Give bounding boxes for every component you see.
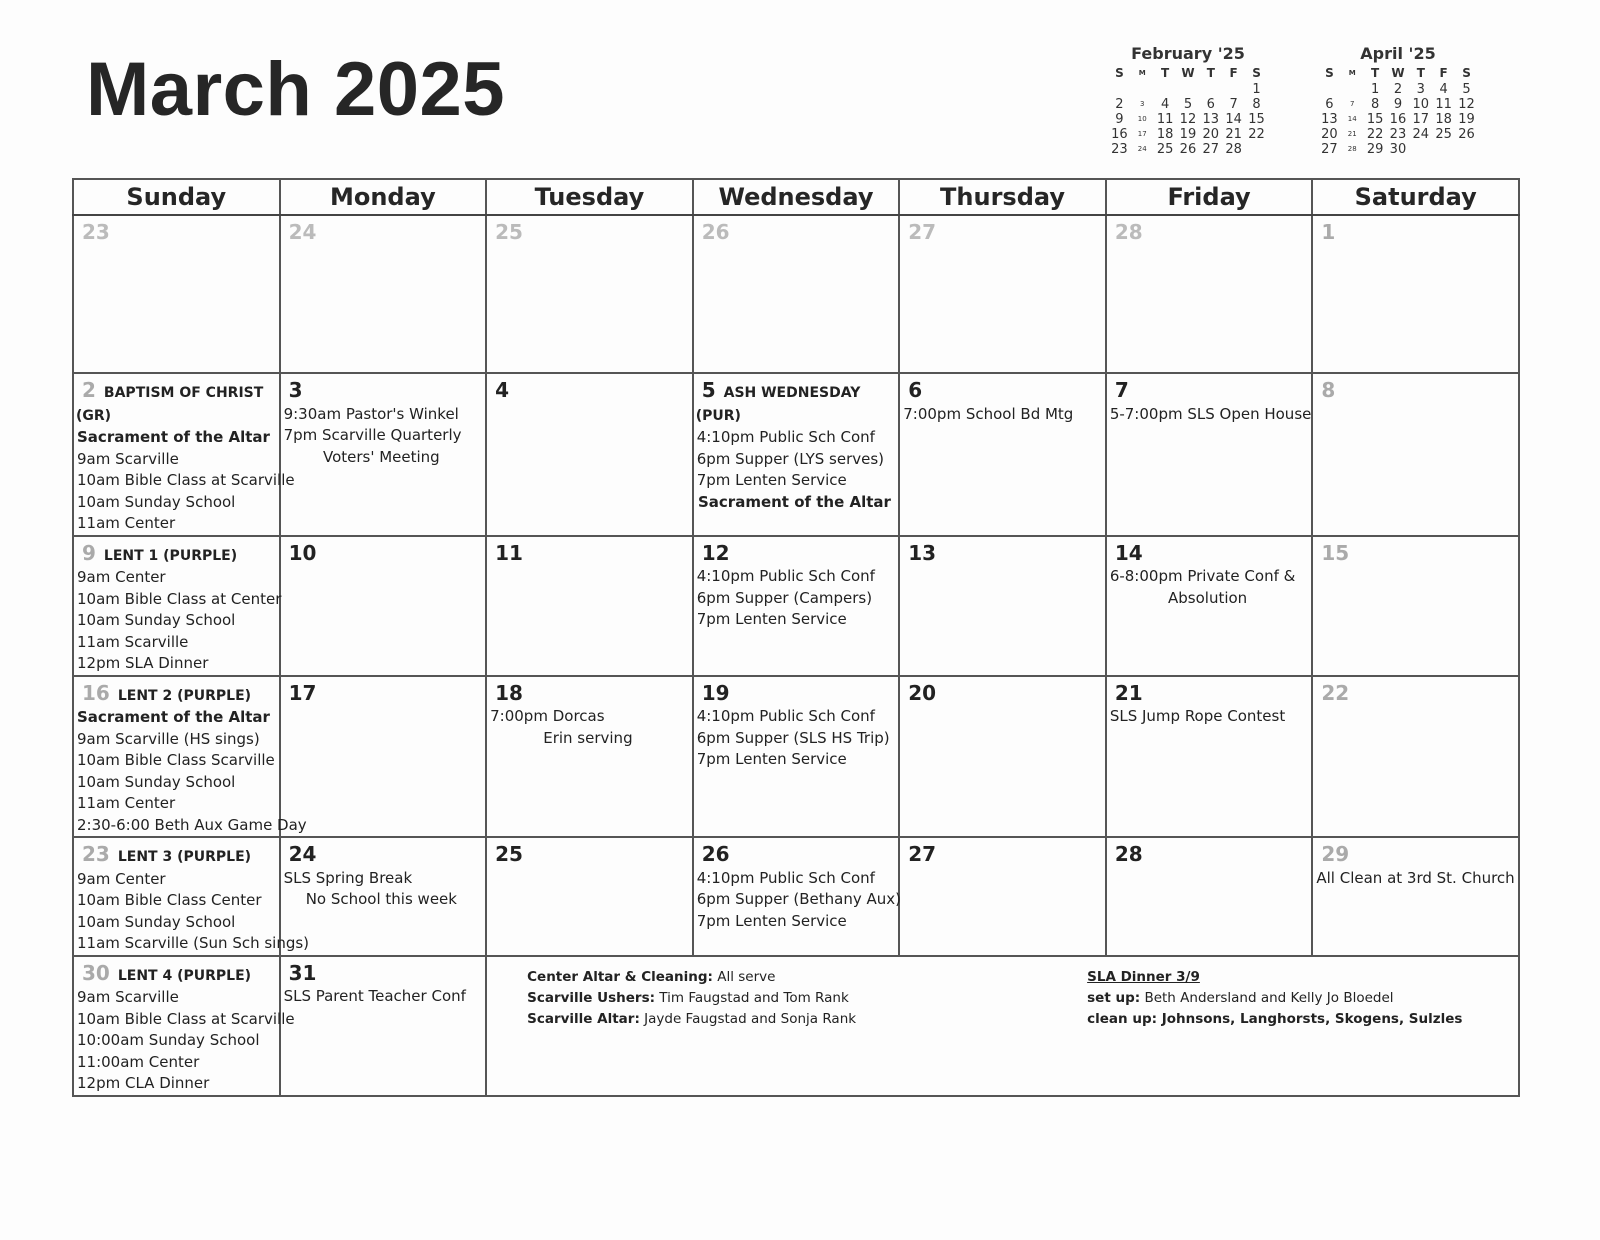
mini-calendar-day: 2 — [1115, 97, 1124, 112]
calendar-week-row — [73, 373, 1519, 536]
mini-calendar-february — [1108, 44, 1268, 157]
mini-calendar-day: 21 — [1347, 130, 1357, 138]
notes-left — [527, 967, 1087, 1030]
calendar-week-row — [73, 676, 1519, 838]
event-item: 11:00am Center — [77, 1052, 200, 1071]
event-item: SLS Spring Break — [283, 868, 413, 887]
mini-calendar-day — [1432, 142, 1455, 157]
mini-calendar-table — [1108, 66, 1268, 157]
mini-calendar-day: 9 — [1115, 112, 1124, 127]
mini-calendar-day: 4 — [1160, 97, 1170, 112]
note-line — [1087, 988, 1462, 1009]
day-number: 27 — [908, 842, 937, 866]
day-cell — [486, 373, 693, 536]
event-item: 11am Center — [77, 514, 176, 532]
mini-calendar-day: 29 — [1366, 142, 1384, 157]
event-item: 7:00pm Dorcas — [490, 707, 605, 725]
mini-calendar-day — [1409, 142, 1432, 157]
mini-calendar-day: 24 — [1412, 127, 1430, 142]
mini-calendar-day: 13 — [1202, 112, 1220, 127]
mini-calendar-day: 20 — [1202, 127, 1220, 142]
day-number: 1 — [1321, 220, 1336, 244]
day-number: 24 — [288, 220, 317, 244]
mini-calendar-day: 27 — [1202, 142, 1220, 157]
day-cell — [1312, 215, 1519, 373]
note-line — [527, 1009, 1087, 1030]
day-number: 18 — [495, 680, 523, 705]
mini-calendar-day: 7 — [1350, 100, 1355, 108]
mini-calendar-day: 17 — [1137, 130, 1147, 138]
day-number: 31 — [288, 960, 317, 985]
mini-calendar-day — [1318, 82, 1341, 97]
mini-calendar-day: 11 — [1156, 112, 1174, 127]
day-number: 11 — [495, 540, 523, 565]
event-item: 9am Center — [77, 869, 166, 888]
event-item: 7pm Scarville Quarterly — [283, 426, 462, 444]
day-cell — [73, 215, 280, 373]
mini-calendar-day: 7 — [1229, 97, 1238, 112]
mini-calendar-title: April '25 — [1360, 44, 1436, 63]
mini-calendar-day: 21 — [1225, 127, 1242, 142]
event-item: All Clean at 3rd St. Church — [1316, 868, 1515, 887]
event-item: 9am Scarville (HS sings) — [77, 729, 260, 748]
mini-calendar-day — [1455, 142, 1478, 157]
day-cell — [280, 676, 487, 838]
event-item: 6pm Supper (LYS serves) — [696, 449, 885, 468]
weekday-header-tuesday: Tuesday — [486, 179, 693, 215]
mini-calendar-day: 25 — [1156, 142, 1174, 157]
day-cell — [280, 837, 487, 956]
event-item: 7:00pm School Bd Mtg — [903, 404, 1074, 423]
day-number: 23 — [82, 842, 110, 866]
mini-calendar-day — [1177, 82, 1200, 97]
event-item: 10am Sunday School — [77, 772, 236, 791]
day-cell — [693, 676, 900, 838]
day-cell — [280, 956, 487, 1096]
day-number: 29 — [1321, 842, 1350, 866]
mini-calendar-weekday: S — [1252, 66, 1261, 80]
day-cell — [280, 215, 487, 373]
day-cell — [280, 536, 487, 676]
day-number: 5 — [701, 378, 716, 402]
day-cell — [693, 837, 900, 956]
liturgical-day-label: LENT 1 (PURPLE) — [103, 547, 238, 564]
weekday-header-wednesday: Wednesday — [693, 179, 900, 215]
mini-calendar-day: 28 — [1225, 142, 1242, 157]
mini-calendar-weekday: T — [1416, 66, 1425, 80]
day-number: 26 — [701, 220, 730, 244]
event-item: No School this week — [305, 890, 457, 908]
mini-calendar-day: 10 — [1137, 115, 1147, 123]
mini-calendar-day: 12 — [1179, 112, 1197, 127]
day-cell — [1312, 536, 1519, 676]
mini-calendar-day: 22 — [1366, 127, 1384, 142]
mini-calendar-week — [1318, 82, 1478, 97]
mini-calendar-day: 8 — [1370, 97, 1380, 112]
mini-calendar-day: 30 — [1389, 142, 1407, 157]
mini-calendar-day: 24 — [1137, 145, 1147, 153]
event-item: 6pm Supper (Bethany Aux) — [696, 890, 901, 908]
mini-calendar-week — [1318, 127, 1478, 142]
day-number: 14 — [1114, 540, 1143, 565]
day-cell — [899, 215, 1106, 373]
mini-calendar-header-row — [1318, 66, 1478, 82]
mini-calendar-day: 10 — [1412, 97, 1430, 112]
event-item: Sacrament of the Altar — [697, 492, 891, 511]
weekday-header-sunday: Sunday — [73, 179, 280, 215]
event-item: Absolution — [1168, 588, 1248, 607]
mini-calendar-day: 6 — [1206, 97, 1215, 112]
event-item: 6pm Supper (SLS HS Trip) — [696, 728, 890, 747]
mini-calendar-weekday: F — [1439, 66, 1448, 80]
mini-calendar-week — [1318, 97, 1478, 112]
mini-calendar-day: 23 — [1389, 127, 1407, 142]
note-label: Center Altar & Cleaning: — [527, 968, 713, 985]
liturgical-day-label: BAPTISM OF CHRIST (GR) — [76, 385, 264, 424]
mini-calendar-day: 15 — [1366, 112, 1384, 127]
mini-calendar-weekday: S — [1325, 66, 1334, 80]
mini-calendar-day: 8 — [1252, 97, 1261, 112]
mini-calendar-day: 1 — [1370, 82, 1380, 97]
day-cell — [1106, 676, 1313, 838]
event-item: 10am Sunday School — [77, 611, 236, 629]
mini-calendar-week — [1108, 112, 1268, 127]
day-number: 9 — [82, 540, 96, 565]
day-cell — [693, 536, 900, 676]
weekday-header-thursday: Thursday — [899, 179, 1106, 215]
note-label: clean up: Johnsons, Langhorsts, Skogens, Sulzles — [1087, 1010, 1463, 1027]
event-item: 11am Scarville — [77, 632, 189, 651]
day-number: 19 — [701, 680, 730, 705]
note-line — [527, 988, 1087, 1009]
mini-calendar-day: 16 — [1111, 127, 1128, 142]
mini-calendar-day: 28 — [1347, 145, 1357, 153]
day-number: 20 — [908, 680, 937, 705]
event-item: 7pm Lenten Service — [696, 610, 847, 628]
day-cell — [899, 373, 1106, 536]
mini-calendar-day: 23 — [1111, 142, 1128, 157]
mini-calendar-weekday: S — [1115, 66, 1124, 80]
day-cell — [486, 837, 693, 956]
day-number: 10 — [288, 540, 317, 565]
day-number: 17 — [288, 680, 317, 705]
month-calendar-grid — [72, 178, 1520, 1097]
day-cell — [1106, 837, 1313, 956]
event-item: Erin serving — [543, 728, 633, 747]
day-number: 30 — [82, 960, 110, 985]
event-item: 12pm CLA Dinner — [77, 1074, 210, 1092]
mini-calendar-day: 27 — [1321, 142, 1338, 157]
mini-calendar-day: 26 — [1458, 127, 1475, 142]
day-cell — [73, 373, 295, 536]
day-cell — [486, 215, 693, 373]
mini-calendar-day: 4 — [1439, 82, 1448, 97]
day-number: 27 — [908, 220, 937, 244]
mini-calendar-day: 17 — [1412, 112, 1430, 127]
page-title: March 2025 — [86, 47, 506, 132]
event-item: 9am Center — [77, 568, 166, 586]
event-item: 9am Scarville — [77, 988, 179, 1006]
note-line — [527, 967, 1087, 988]
note-line — [1087, 1009, 1462, 1030]
mini-calendar-day: 2 — [1393, 82, 1403, 97]
day-number: 26 — [701, 842, 730, 866]
event-item: 6-8:00pm Private Conf & — [1109, 567, 1296, 585]
event-item: Sacrament of the Altar — [77, 708, 270, 726]
mini-calendar-day: 19 — [1179, 127, 1197, 142]
event-item: 4:10pm Public Sch Conf — [696, 428, 875, 446]
mini-calendar-day: 5 — [1462, 82, 1471, 97]
mini-calendar-day: 9 — [1393, 97, 1403, 112]
day-cell — [486, 676, 693, 838]
mini-calendar-day: 3 — [1416, 82, 1425, 97]
event-item: 10am Bible Class at Scarville — [77, 471, 295, 489]
mini-calendar-week — [1108, 142, 1268, 157]
event-item: 10am Bible Class Center — [77, 891, 262, 909]
day-cell — [1106, 373, 1313, 536]
liturgical-day-label: LENT 2 (PURPLE) — [117, 687, 252, 704]
mini-calendar-day: 1 — [1252, 82, 1261, 97]
event-item: 4:10pm Public Sch Conf — [696, 567, 875, 585]
event-item: 10am Bible Class at Center — [77, 589, 282, 608]
mini-calendar-day: 6 — [1325, 97, 1334, 112]
mini-calendar-day: 20 — [1321, 127, 1338, 142]
event-item: 6pm Supper (Campers) — [696, 588, 873, 607]
liturgical-day-label: ASH WEDNESDAY (PUR) — [695, 385, 861, 424]
event-item: 9am Scarville — [77, 449, 179, 468]
mini-calendar-weekday: T — [1206, 66, 1215, 80]
day-number: 12 — [701, 540, 730, 565]
note-label: set up: — [1087, 989, 1141, 1006]
event-item: 7pm Lenten Service — [696, 471, 847, 489]
day-number: 8 — [1321, 378, 1336, 402]
mini-calendar-day: 25 — [1435, 127, 1452, 142]
note-text: Beth Andersland and Kelly Jo Bloedel — [1140, 989, 1394, 1006]
day-number: 28 — [1114, 220, 1143, 244]
mini-calendar-weekday: M — [1138, 69, 1146, 77]
event-item: 4:10pm Public Sch Conf — [696, 868, 875, 887]
mini-calendar-weekday: S — [1462, 66, 1471, 80]
mini-calendar-weekday: M — [1348, 69, 1356, 77]
liturgical-day-label: LENT 4 (PURPLE) — [117, 967, 252, 984]
day-number: 21 — [1114, 680, 1143, 705]
event-item: SLS Parent Teacher Conf — [283, 987, 466, 1005]
day-cell — [1106, 215, 1313, 373]
day-number: 4 — [495, 378, 510, 402]
calendar-week-row — [73, 215, 1519, 373]
mini-calendar-title: February '25 — [1131, 44, 1245, 63]
event-item: 7pm Lenten Service — [696, 750, 847, 768]
mini-calendar-day: 13 — [1321, 112, 1338, 127]
note-text: Tim Faugstad and Tom Rank — [655, 989, 849, 1006]
mini-calendar-day: 15 — [1248, 112, 1265, 127]
day-number: 3 — [288, 378, 303, 402]
event-item: 4:10pm Public Sch Conf — [696, 707, 875, 725]
day-number: 28 — [1114, 842, 1143, 866]
calendar-week-row — [73, 837, 1519, 956]
day-cell — [1312, 676, 1519, 838]
mini-calendar-weekday: W — [1181, 66, 1195, 80]
day-number: 23 — [82, 220, 110, 244]
day-number: 24 — [288, 842, 317, 866]
day-number: 16 — [82, 680, 110, 705]
event-item: 10am Sunday School — [77, 912, 236, 931]
event-item: 11am Center — [77, 794, 176, 812]
mini-calendar-day — [1222, 82, 1245, 97]
event-item: Voters' Meeting — [322, 447, 440, 466]
day-cell — [899, 837, 1106, 956]
mini-calendar-weekday: T — [1371, 66, 1380, 80]
event-item: 7pm Lenten Service — [696, 911, 847, 930]
notes-right — [1087, 967, 1462, 1030]
mini-calendar-week — [1108, 127, 1268, 142]
day-number: 15 — [1321, 540, 1350, 565]
day-number: 22 — [1321, 680, 1350, 705]
note-label: Scarville Ushers: — [527, 989, 656, 1006]
note-text: Jayde Faugstad and Sonja Rank — [639, 1010, 857, 1027]
liturgical-day-label: LENT 3 (PURPLE) — [117, 849, 252, 865]
mini-calendar-day: 18 — [1156, 127, 1174, 142]
note-text: All serve — [712, 968, 776, 985]
event-item: Sacrament of the Altar — [77, 428, 270, 446]
event-item: 12pm SLA Dinner — [77, 654, 209, 672]
day-cell — [693, 215, 900, 373]
weekday-header-saturday: Saturday — [1312, 179, 1519, 215]
notes-cell — [486, 956, 1519, 1096]
day-number: 2 — [82, 378, 96, 402]
mini-calendar-day: 14 — [1225, 112, 1242, 127]
mini-calendar-april — [1318, 44, 1478, 157]
day-cell — [73, 956, 295, 1096]
event-item: SLS Jump Rope Contest — [1109, 707, 1286, 725]
mini-calendar-header-row — [1108, 66, 1268, 82]
event-item: 10:00am Sunday School — [77, 1031, 260, 1049]
mini-calendar-day: 14 — [1347, 115, 1357, 123]
calendar-week-row — [73, 956, 1519, 1096]
event-item: 11am Scarville (Sun Sch sings) — [77, 934, 310, 952]
mini-calendar-day: 12 — [1458, 97, 1475, 112]
weekday-header-friday: Friday — [1106, 179, 1313, 215]
note-label: Scarville Altar: — [527, 1010, 640, 1027]
day-cell — [1312, 837, 1519, 956]
mini-calendar-day: 3 — [1140, 100, 1145, 108]
day-number: 7 — [1114, 378, 1129, 402]
mini-calendar-weekday: T — [1161, 66, 1170, 80]
mini-calendar-day: 16 — [1389, 112, 1407, 127]
calendar-week-row — [73, 536, 1519, 676]
mini-calendar-day — [1199, 82, 1222, 97]
day-number: 25 — [495, 220, 523, 244]
day-cell — [899, 676, 1106, 838]
mini-calendar-day: 18 — [1435, 112, 1452, 127]
mini-calendar-day: 22 — [1248, 127, 1265, 142]
day-number: 6 — [908, 378, 923, 402]
notes-heading: SLA Dinner 3/9 — [1087, 968, 1200, 985]
mini-calendar-day — [1245, 142, 1268, 157]
mini-calendar-day: 5 — [1183, 97, 1193, 112]
day-cell — [73, 536, 280, 676]
weekday-header-monday: Monday — [280, 179, 487, 215]
mini-calendar-day: 19 — [1458, 112, 1475, 127]
day-cell — [693, 373, 900, 536]
day-cell — [280, 373, 487, 536]
mini-calendar-day — [1341, 82, 1364, 97]
mini-calendar-week — [1318, 142, 1478, 157]
event-item: 10am Bible Class at Scarville — [77, 1009, 295, 1028]
day-cell — [1312, 373, 1519, 536]
mini-calendar-week — [1108, 97, 1268, 112]
mini-calendar-week — [1108, 82, 1268, 97]
day-cell — [1106, 536, 1313, 676]
event-item: 2:30-6:00 Beth Aux Game Day — [77, 815, 307, 834]
mini-calendar-weekday: W — [1391, 66, 1405, 80]
event-item: 10am Bible Class Scarville — [77, 751, 275, 769]
mini-calendar-day: 11 — [1435, 97, 1452, 112]
day-number: 25 — [495, 842, 523, 866]
mini-calendar-table — [1318, 66, 1478, 157]
weekday-header-row — [73, 179, 1519, 215]
mini-calendar-day — [1131, 82, 1154, 97]
mini-calendar-day — [1108, 82, 1131, 97]
day-cell — [486, 536, 693, 676]
event-item: 5-7:00pm SLS Open House — [1109, 404, 1312, 423]
notes-wrapper — [527, 967, 1518, 1030]
day-number: 13 — [908, 540, 937, 565]
day-cell — [899, 536, 1106, 676]
mini-calendar-day — [1154, 82, 1177, 97]
mini-calendar-weekday: F — [1229, 66, 1238, 80]
mini-calendar-week — [1318, 112, 1478, 127]
event-item: 9:30am Pastor's Winkel — [283, 404, 459, 423]
mini-calendar-day: 26 — [1179, 142, 1197, 157]
event-item: 10am Sunday School — [77, 492, 236, 511]
